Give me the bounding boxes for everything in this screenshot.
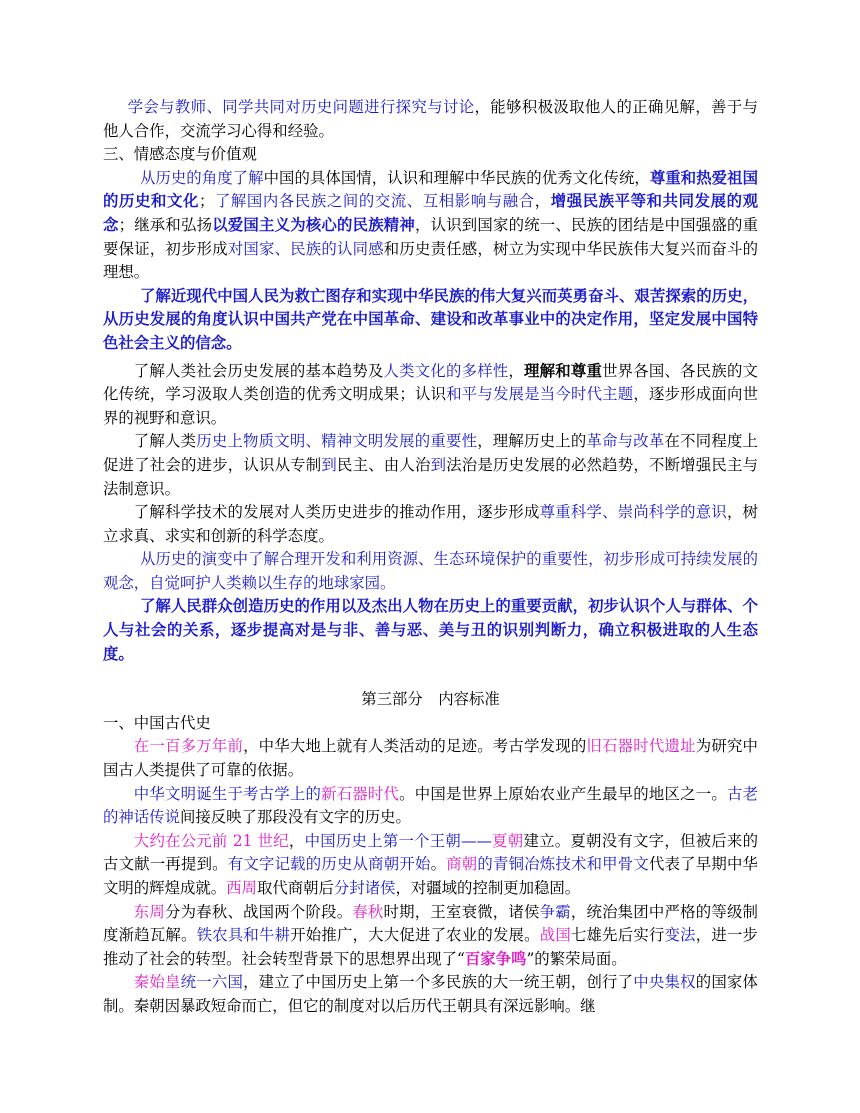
highlight: 新石器时代	[321, 784, 400, 803]
text: ；	[198, 192, 215, 211]
text: ，	[534, 192, 551, 211]
text: 七雄先后实行	[570, 926, 665, 945]
highlight: 人类文化的多样性	[383, 361, 509, 380]
text: ，中华大地上就有人类活动的足迹。考古学发现的	[243, 737, 587, 756]
text: ，统治集团中严格的等级制度渐趋瓦解。	[103, 902, 758, 945]
section-heading-values: 三、情感态度与价值观	[103, 145, 257, 164]
text: ，认识到国家的统一、民族的团结是中国强盛的重要保证，初步形成	[103, 215, 758, 258]
highlight: 和平与发展是当今时代主题	[446, 385, 634, 404]
highlight: 尊重和热爱祖国的历史和文化	[103, 168, 758, 211]
text: ，对疆域的控制更加稳固。	[395, 879, 581, 897]
text: 时期，王室衰微，诸侯	[383, 902, 540, 921]
text: ”的繁荣局面。	[526, 949, 627, 968]
text: 的国家体制。秦朝因暴政短命而亡，但它的制度对以后历代王朝具有深远影响。继	[103, 973, 758, 1015]
paragraph-eastern-zhou	[103, 901, 758, 972]
highlight: 革命与改革	[586, 432, 665, 451]
highlight: 春秋	[352, 902, 384, 921]
highlight: 了解国内各民族之间的交流、互相影响与融合	[214, 192, 535, 211]
highlight: 尊重科学、崇尚科学的意识	[539, 503, 727, 522]
paragraph-xia-shang-zhou	[103, 830, 758, 901]
text: ，树立求真、求实和创新的科学态度。	[103, 503, 758, 545]
highlight: 铁农具和牛耕	[196, 926, 291, 945]
highlight: 古老的神话传说	[103, 784, 758, 827]
spacer	[103, 666, 758, 688]
highlight: 大约在公元前 21 世纪	[133, 831, 289, 850]
text: 分为春秋、战国两个阶段。	[165, 902, 353, 921]
text: 了解人类社会历史发展的基本趋势及	[133, 361, 384, 380]
highlight: 商朝	[446, 855, 478, 874]
highlight: 到	[430, 455, 447, 474]
paragraph-world-cultures	[103, 360, 758, 431]
highlight: 在一百多万年前	[133, 737, 244, 756]
highlight: 从历史的角度了解	[139, 168, 264, 187]
text: 民主、由人治	[337, 455, 431, 474]
highlight: 历史上物质文明、精神文明发展的重要性	[196, 432, 478, 451]
text: 取代商朝后	[256, 879, 334, 897]
text: ，	[288, 831, 305, 850]
highlight: 学会与教师、同学共同对历史问题进行探究与讨论	[127, 98, 475, 116]
highlight: 统一六国	[180, 973, 244, 992]
paragraph-science	[103, 501, 758, 548]
highlight: 战国	[539, 926, 571, 945]
text: 间接反映了那段没有文字的历史。	[179, 808, 411, 827]
text: ，	[508, 361, 525, 380]
text: ，逐步形成面向世界的视野和意识。	[103, 385, 758, 427]
highlight: 中国历史上第一个王朝——	[304, 831, 492, 850]
highlight: 旧石器时代遗址	[586, 737, 696, 756]
paragraph-paleolithic	[103, 735, 758, 782]
text: 。中国是世界上原始农业产生最早的地区之一。	[399, 784, 727, 803]
highlight: 到	[321, 455, 337, 474]
highlight: 西周	[226, 879, 257, 897]
text: 。	[430, 855, 447, 874]
highlight: 百家争鸣	[464, 949, 527, 968]
text: 为研究中国古人类提供了可靠的依据。	[103, 737, 758, 780]
highlight: 对国家、民族的认同感	[227, 239, 384, 258]
paragraph-qin	[103, 971, 758, 1018]
paragraph-modern-history: 了解近现代中国人民为救亡图存和实现中华民族的伟大复兴而英勇奋斗、艰苦探索的历史，从历史发展的角度认识中国共产党在中国革命、建设和改革事业中的决定作用，坚定发展中国特色社会主义的信念。	[103, 286, 758, 352]
highlight: 变法	[664, 926, 696, 945]
highlight: 以爱国主义为核心的民族精神	[212, 215, 415, 234]
paragraph-inquiry	[103, 96, 758, 143]
paragraph-neolithic	[103, 783, 758, 830]
paragraph-environment: 从历史的演变中了解合理开发和利用资源、生态环境保护的重要性，初步形成可持续发展的观念，自觉呵护人类赖以生存的地球家园。	[103, 550, 758, 592]
text: ，理解历史上的	[477, 432, 587, 451]
highlight: 中央集权	[633, 973, 696, 992]
paragraph-people: 了解人民群众创造历史的作用以及杰出人物在历史上的重要贡献，初步认识个人与群体、个人与社会的关系，逐步提高对是与非、善与恶、美与丑的识别判断力，确立积极进取的人生态度。	[103, 597, 758, 663]
highlight: 的	[477, 855, 493, 874]
text: ；继承和弘扬	[118, 215, 213, 234]
text: 和历史责任感，树立为实现中华民族伟大复兴而奋斗的理想。	[103, 239, 758, 282]
text: ，能够积极汲取他人的正确见解，善于与他人合作，交流学习心得和经验。	[103, 98, 758, 140]
highlight: 秦始皇	[133, 973, 181, 992]
highlight: 夏朝	[491, 831, 524, 850]
paragraph-civilization	[103, 430, 758, 501]
text: 了解人类	[133, 432, 197, 451]
bold-text: 理解和尊重	[524, 361, 603, 380]
highlight: 青铜冶炼技术和甲骨文	[492, 855, 649, 874]
text: 世界各国、各民族的文化传统，学习汲取人类创造的优秀文明成果；认识	[103, 361, 758, 404]
text: 代表了早期中华文明的辉煌成就。	[103, 855, 758, 897]
highlight: 增强民族平等和共同发展的观念	[103, 192, 758, 234]
text: 建立。夏朝没有文字，但被后来的古文献一再提到。	[103, 831, 758, 874]
highlight: 中华文明诞生于考古学上的	[133, 784, 322, 803]
text: 法治是历史发展的必然趋势，不断增强民主与法制意识。	[103, 455, 758, 498]
text: ，建立了中国历史上第一个多民族的大一统王朝，创行了	[243, 973, 634, 992]
section-heading-ancient-china: 一、中国古代史	[103, 713, 211, 732]
paragraph-national-culture	[103, 167, 758, 285]
text: ，进一步推动了社会的转型。社会转型背景下的思想界出现了“	[103, 926, 758, 968]
highlight: 有文字记载的历史从商朝开始	[227, 855, 431, 874]
text: 了解科学技术的发展对人类历史进步的推动作用，逐步形成	[133, 503, 540, 522]
text: 中国的具体国情，认识和理解中华民族的优秀文化传统，	[263, 168, 650, 187]
part-title: 第三部分 内容标准	[361, 690, 500, 709]
highlight: 东周	[133, 902, 166, 921]
document-page	[103, 96, 758, 1019]
highlight: 分封诸侯	[333, 879, 396, 897]
text: 在不同程度上促进了社会的进步，认识从专制	[103, 432, 758, 474]
text: 开始推广，大大促进了农业的发展。	[290, 926, 540, 945]
highlight: 争霸	[539, 902, 571, 921]
